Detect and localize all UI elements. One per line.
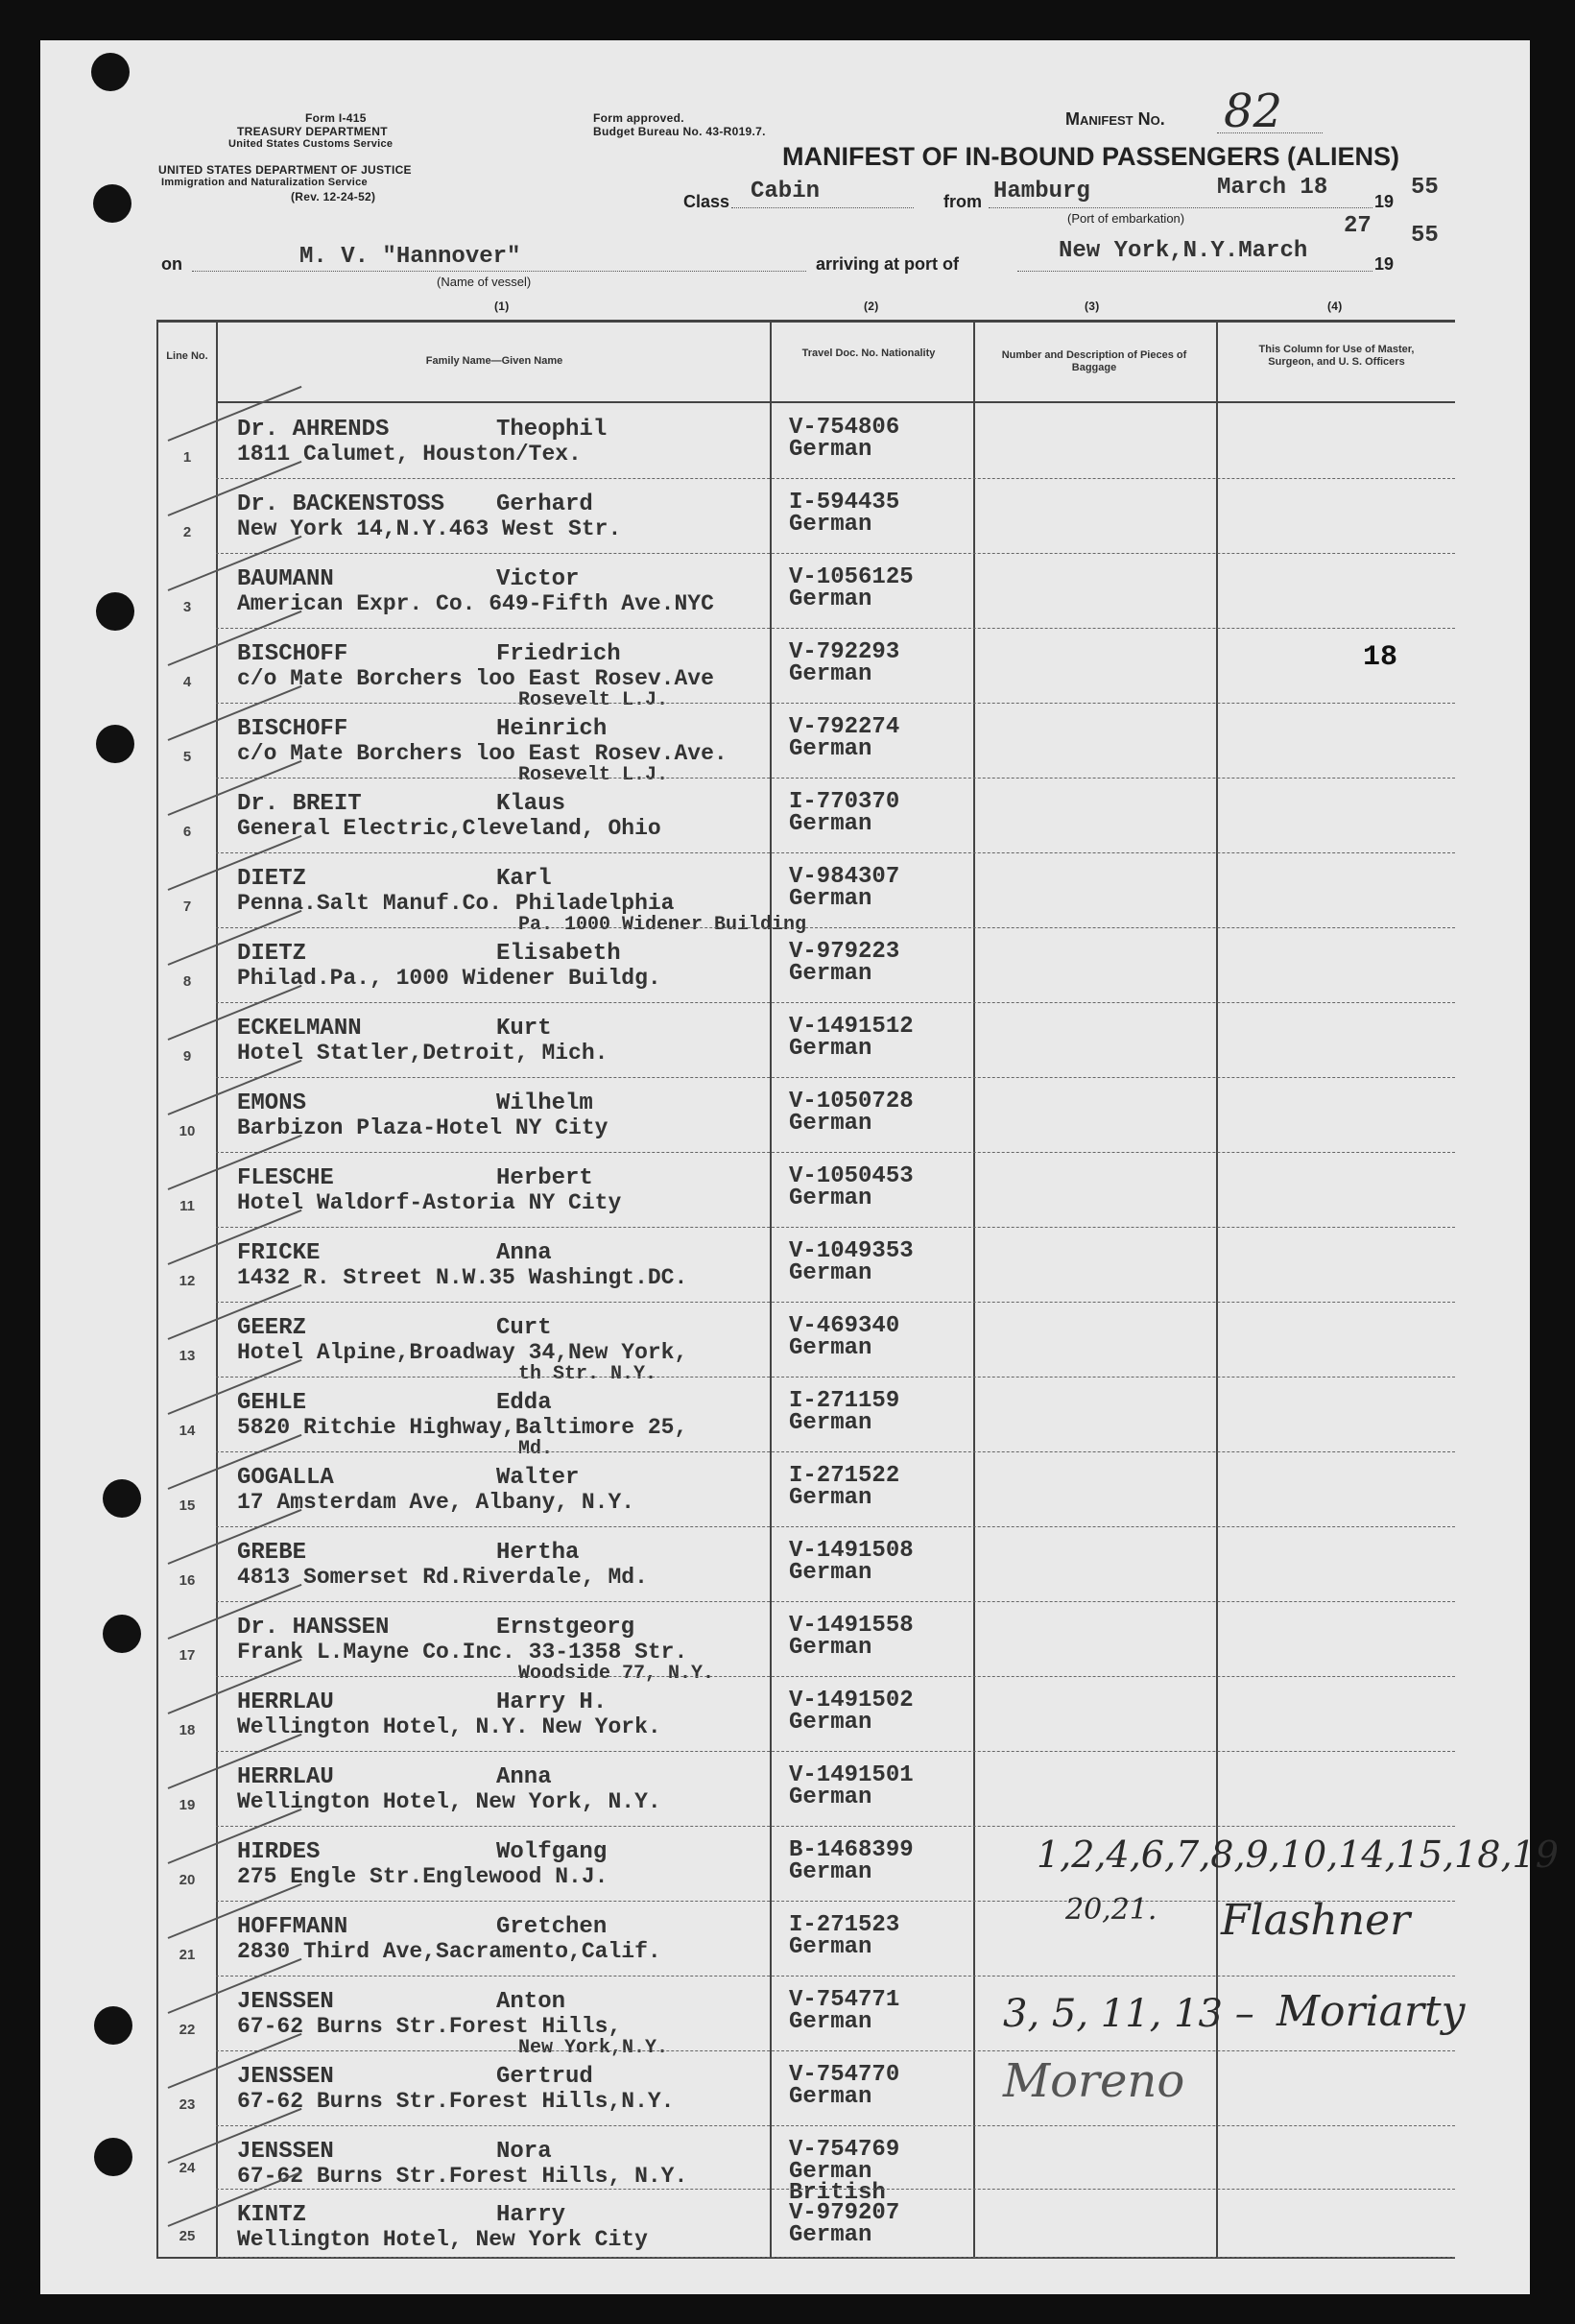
given-name: Walter: [496, 1465, 580, 1491]
nationality: German: [789, 961, 872, 987]
punch-hole: [96, 592, 134, 631]
address-line-1: Penna.Salt Manuf.Co. Philadelphia: [237, 891, 675, 916]
nationality: German: [789, 1785, 872, 1810]
embark-note: (Port of embarkation): [1067, 211, 1185, 226]
family-name: ECKELMANN: [237, 1016, 362, 1042]
from-label: from: [943, 192, 982, 211]
address-line-1: 275 Engle Str.Englewood N.J.: [237, 1864, 609, 1889]
nationality: German: [789, 736, 872, 762]
address-line-1: New York 14,N.Y.463 West Str.: [237, 516, 622, 541]
line-number: 19: [179, 1797, 196, 1813]
travel-doc-number: V-754806: [789, 415, 900, 441]
family-name: Dr. BREIT: [237, 791, 362, 817]
address-line-2: New York,N.Y.: [518, 2037, 669, 2059]
travel-doc-number: I-594435: [789, 490, 900, 515]
line-number: 10: [179, 1123, 196, 1139]
address-line-1: Wellington Hotel, New York, N.Y.: [237, 1789, 661, 1814]
given-name: Theophil: [496, 417, 608, 443]
line-number: 4: [182, 674, 192, 690]
family-name: DIETZ: [237, 866, 307, 892]
year-prefix: 19: [1374, 192, 1395, 211]
family-name: GEHLE: [237, 1390, 307, 1416]
address-line-1: 1811 Calumet, Houston/Tex.: [237, 442, 582, 467]
address-line-2: Md.: [518, 1438, 554, 1460]
given-name: Anna: [496, 1240, 552, 1266]
travel-doc-number: I-271522: [789, 1463, 900, 1489]
line-number: 13: [179, 1348, 196, 1364]
nationality: German: [789, 1410, 872, 1436]
nationality: German British: [789, 2159, 886, 2206]
given-name: Ernstgeorg: [496, 1615, 635, 1641]
travel-doc-number: V-754770: [789, 2062, 900, 2088]
travel-doc-number: V-792293: [789, 639, 900, 665]
line-number: 1: [182, 449, 192, 466]
header-line-no: Line No.: [166, 350, 208, 362]
handwritten-line-list-3: 3, 5, 11, 13 –: [1003, 1992, 1254, 2036]
address-line-1: Hotel Statler,Detroit, Mich.: [237, 1041, 609, 1066]
line-number: 15: [179, 1497, 196, 1514]
travel-doc-number: I-271159: [789, 1388, 900, 1414]
family-name: Dr. BACKENSTOSS: [237, 491, 445, 517]
travel-doc-number: V-1050728: [789, 1089, 914, 1114]
given-name: Herbert: [496, 1165, 593, 1191]
travel-doc-number: V-984307: [789, 864, 900, 890]
family-name: GREBE: [237, 1540, 307, 1566]
vessel-note: (Name of vessel): [437, 275, 532, 289]
family-name: FLESCHE: [237, 1165, 334, 1191]
address-line-1: Barbizon Plaza-Hotel NY City: [237, 1115, 609, 1140]
travel-doc-number: V-754769: [789, 2137, 900, 2163]
line-number: 5: [182, 749, 192, 765]
travel-doc-number: V-469340: [789, 1313, 900, 1339]
handwritten-line-list: 1,2,4,6,7,8,9,10,14,15,18,19: [1037, 1833, 1559, 1876]
travel-doc-number: I-770370: [789, 789, 900, 815]
nationality: German: [789, 1186, 872, 1211]
punch-hole: [103, 1479, 141, 1518]
line-number: 22: [179, 2022, 196, 2038]
nationality: German: [789, 1111, 872, 1137]
line-number: 3: [182, 599, 192, 615]
stamp-number: 18: [1363, 641, 1398, 674]
given-name: Harry: [496, 2202, 566, 2228]
col-num-3: (3): [1085, 299, 1100, 313]
col-num-1: (1): [494, 299, 510, 313]
nationality: German: [789, 1335, 872, 1361]
family-name: BISCHOFF: [237, 716, 348, 742]
given-name: Nora: [496, 2139, 552, 2165]
address-line-2: th Str. N.Y.: [518, 1363, 657, 1385]
nationality: German: [789, 512, 872, 538]
nationality: German: [789, 661, 872, 687]
from-year: 55: [1411, 175, 1439, 201]
address-line-2: Woodside 77, N.Y.: [518, 1663, 715, 1685]
travel-doc-number: V-1491558: [789, 1613, 914, 1639]
given-name: Klaus: [496, 791, 566, 817]
nationality: German: [789, 1859, 872, 1885]
line-number: 21: [179, 1947, 196, 1963]
address-line-1: c/o Mate Borchers loo East Rosev.Ave.: [237, 741, 728, 766]
nationality: German: [789, 811, 872, 837]
arrival-year: 55: [1411, 223, 1439, 249]
given-name: Victor: [496, 566, 580, 592]
nationality: German: [789, 1635, 872, 1661]
manifest-number: 82: [1224, 84, 1283, 138]
budget-bureau: Budget Bureau No. 43-R019.7.: [593, 125, 766, 138]
line-number: 16: [179, 1572, 196, 1589]
address-line-1: 4813 Somerset Rd.Riverdale, Md.: [237, 1565, 648, 1590]
handwritten-line-list-2: 20,21.: [1065, 1893, 1157, 1927]
family-name: HERRLAU: [237, 1764, 334, 1790]
address-line-2: Pa. 1000 Widener Building: [518, 914, 807, 936]
nationality: German: [789, 1560, 872, 1586]
travel-doc-number: V-1049353: [789, 1238, 914, 1264]
family-name: Dr. HANSSEN: [237, 1615, 390, 1641]
line-number: 23: [179, 2096, 196, 2113]
given-name: Kurt: [496, 1016, 552, 1042]
nationality: German: [789, 1934, 872, 1960]
on-label: on: [161, 254, 182, 274]
family-name: Dr. AHRENDS: [237, 417, 390, 443]
nationality: German: [789, 1260, 872, 1286]
travel-doc-number: V-1491502: [789, 1688, 914, 1713]
family-name: EMONS: [237, 1090, 307, 1116]
punch-hole: [93, 184, 131, 223]
travel-doc-number: V-1491512: [789, 1014, 914, 1040]
family-name: GEERZ: [237, 1315, 307, 1341]
family-name: JENSSEN: [237, 2064, 334, 2090]
address-line-1: 17 Amsterdam Ave, Albany, N.Y.: [237, 1490, 635, 1515]
form-number: Form I-415: [305, 111, 367, 125]
treasury-dept: TREASURY DEPARTMENT: [237, 125, 388, 138]
given-name: Gerhard: [496, 491, 593, 517]
family-name: JENSSEN: [237, 2139, 334, 2165]
nationality: German: [789, 1485, 872, 1511]
col-num-4: (4): [1327, 299, 1343, 313]
officer-signature-2: Moriarty: [1277, 1987, 1466, 2036]
given-name: Friedrich: [496, 641, 621, 667]
line-number: 24: [179, 2160, 196, 2176]
given-name: Anton: [496, 1989, 566, 2015]
ins-service: Immigration and Naturalization Service: [161, 177, 368, 188]
given-name: Harry H.: [496, 1689, 608, 1715]
address-line-1: Philad.Pa., 1000 Widener Buildg.: [237, 966, 661, 991]
line-number: 2: [182, 524, 192, 540]
given-name: Anna: [496, 1764, 552, 1790]
nationality: German: [789, 2222, 872, 2248]
family-name: HERRLAU: [237, 1689, 334, 1715]
line-number: 7: [182, 898, 192, 915]
given-name: Wolfgang: [496, 1839, 608, 1865]
travel-doc-number: V-1056125: [789, 564, 914, 590]
line-number: 14: [179, 1423, 196, 1439]
given-name: Elisabeth: [496, 941, 621, 967]
address-line-2: Rosevelt L.J.: [518, 764, 669, 786]
travel-doc-number: V-792274: [789, 714, 900, 740]
header-family-name: Family Name—Given Name: [425, 355, 563, 367]
form-approved: Form approved.: [593, 111, 684, 125]
given-name: Edda: [496, 1390, 552, 1416]
arrival-port: New York,N.Y.March: [1059, 238, 1308, 264]
family-name: HOFFMANN: [237, 1914, 348, 1940]
class-label: Class: [683, 192, 730, 211]
travel-doc-number: I-271523: [789, 1912, 900, 1938]
family-name: KINTZ: [237, 2202, 307, 2228]
address-line-1: American Expr. Co. 649-Fifth Ave.NYC: [237, 591, 714, 616]
family-name: DIETZ: [237, 941, 307, 967]
line-number: 6: [182, 824, 192, 840]
vessel-name: M. V. "Hannover": [299, 244, 521, 270]
header-travel-doc: Travel Doc. No. Nationality: [801, 347, 936, 359]
family-name: FRICKE: [237, 1240, 321, 1266]
line-number: 17: [179, 1647, 196, 1664]
address-line-1: Hotel Alpine,Broadway 34,New York,: [237, 1340, 688, 1365]
nationality: German: [789, 2009, 872, 2035]
arriving-label: arriving at port of: [816, 254, 960, 274]
manifest-title: MANIFEST OF IN-BOUND PASSENGERS (ALIENS): [782, 142, 1400, 171]
arrival-day: 27: [1344, 213, 1372, 239]
given-name: Karl: [496, 866, 552, 892]
travel-doc-number: V-754771: [789, 1987, 900, 2013]
given-name: Gretchen: [496, 1914, 608, 1940]
travel-doc-number: V-1491508: [789, 1538, 914, 1564]
officer-signature-1: Flashner: [1221, 1896, 1411, 1945]
given-name: Heinrich: [496, 716, 608, 742]
header-officers: This Column for Use of Master, Surgeon, and U. S. Officers: [1258, 344, 1415, 368]
given-name: Hertha: [496, 1540, 580, 1566]
nationality: German: [789, 1036, 872, 1062]
address-line-1: c/o Mate Borchers loo East Rosev.Ave: [237, 666, 714, 691]
officer-signature-3: Moreno: [1003, 2054, 1185, 2108]
header-baggage: Number and Description of Pieces of Baggage: [1001, 349, 1187, 373]
travel-doc-number: V-979223: [789, 939, 900, 965]
nationality: German: [789, 886, 872, 912]
given-name: Gertrud: [496, 2064, 593, 2090]
address-line-1: 5820 Ritchie Highway,Baltimore 25,: [237, 1415, 688, 1440]
line-number: 12: [179, 1273, 196, 1289]
punch-hole: [94, 2006, 132, 2045]
nationality: German: [789, 437, 872, 463]
line-number: 25: [179, 2228, 196, 2244]
from-port: Hamburg: [993, 179, 1090, 204]
family-name: BAUMANN: [237, 566, 334, 592]
nationality: German: [789, 1710, 872, 1736]
punch-hole: [91, 53, 130, 91]
address-line-1: 2830 Third Ave,Sacramento,Calif.: [237, 1939, 661, 1964]
given-name: Curt: [496, 1315, 552, 1341]
given-name: Wilhelm: [496, 1090, 593, 1116]
address-line-1: 1432 R. Street N.W.35 Washingt.DC.: [237, 1265, 688, 1290]
nationality: German: [789, 2084, 872, 2110]
line-number: 20: [179, 1872, 196, 1888]
from-date: March 18: [1217, 175, 1328, 201]
revision: (Rev. 12-24-52): [291, 190, 376, 204]
line-number: 11: [179, 1198, 195, 1214]
col-num-2: (2): [864, 299, 879, 313]
punch-hole: [96, 725, 134, 763]
line-number: 8: [182, 973, 192, 990]
justice-dept: UNITED STATES DEPARTMENT OF JUSTICE: [158, 163, 412, 177]
punch-hole: [94, 2138, 132, 2176]
family-name: HIRDES: [237, 1839, 321, 1865]
travel-doc-number: V-1491501: [789, 1762, 914, 1788]
address-line-1: Wellington Hotel, New York City: [237, 2227, 648, 2252]
customs-service: United States Customs Service: [228, 138, 394, 150]
line-number: 18: [179, 1722, 196, 1738]
travel-doc-number: B-1468399: [789, 1837, 914, 1863]
year-prefix-2: 19: [1374, 254, 1395, 274]
address-line-1: Wellington Hotel, N.Y. New York.: [237, 1714, 661, 1739]
family-name: GOGALLA: [237, 1465, 334, 1491]
manifest-label: Manifest No.: [1065, 109, 1165, 129]
address-line-1: 67-62 Burns Str.Forest Hills,: [237, 2014, 622, 2039]
travel-doc-number: V-1050453: [789, 1163, 914, 1189]
nationality: German: [789, 587, 872, 612]
class-value: Cabin: [751, 179, 821, 204]
address-line-1: 67-62 Burns Str.Forest Hills, N.Y.: [237, 2164, 688, 2189]
address-line-1: Hotel Waldorf-Astoria NY City: [237, 1190, 622, 1215]
address-line-2: Rosevelt L.J.: [518, 689, 669, 711]
address-line-1: Frank L.Mayne Co.Inc. 33-1358 Str.: [237, 1640, 688, 1665]
line-number: 9: [182, 1048, 192, 1065]
travel-doc-number: V-979207: [789, 2200, 900, 2226]
family-name: JENSSEN: [237, 1989, 334, 2015]
address-line-1: General Electric,Cleveland, Ohio: [237, 816, 661, 841]
punch-hole: [103, 1615, 141, 1653]
family-name: BISCHOFF: [237, 641, 348, 667]
address-line-1: 67-62 Burns Str.Forest Hills,N.Y.: [237, 2089, 675, 2114]
